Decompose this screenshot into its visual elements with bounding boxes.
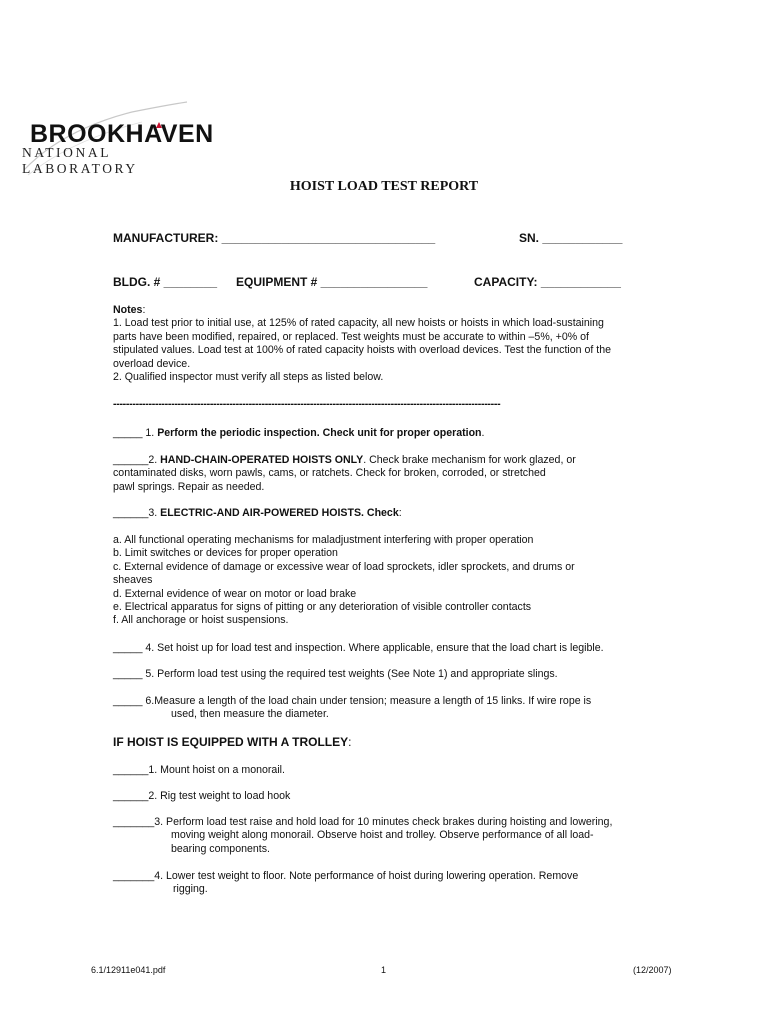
step-2-heading: HAND-CHAIN-OPERATED HOISTS ONLY — [160, 454, 364, 466]
step-4-text: _____ 4. Set hoist up for load test and inspection. Where applicable, ensure that the load chart is legible. — [113, 642, 604, 654]
trolley-step-3 — [113, 816, 653, 856]
trolley-step-4 — [113, 870, 653, 897]
trolley-step-3-text-cont: bearing components. — [171, 842, 270, 855]
trolley-step-2 — [113, 790, 653, 803]
trolley-heading-text: IF HOIST IS EQUIPPED WITH A TROLLEY — [113, 735, 349, 749]
step-5 — [113, 668, 653, 681]
footer-page-number: 1 — [381, 965, 387, 975]
trolley-step-2-text: ______2. Rig test weight to load hook — [113, 790, 291, 802]
checklist-item: c. External evidence of damage or excessive wear of load sprockets, idler sprockets, and drums or — [113, 560, 575, 573]
step-1 — [113, 427, 653, 440]
notes-line: overload device. — [113, 357, 191, 370]
logo-subtitle: NATIONAL LABORATORY — [22, 145, 138, 176]
trolley-step-1 — [113, 764, 653, 777]
brookhaven-logo — [22, 100, 222, 180]
step-3-heading: ELECTRIC-AND AIR-POWERED HOISTS. Check — [160, 507, 399, 519]
step-2-text: . Check brake mechanism for work glazed, or — [363, 454, 576, 466]
notes-line: stipulated values. Load test at 100% of rated capacity hoists with overload devices. Test the function of the — [113, 344, 612, 357]
footer-date: (12/2007) — [633, 965, 672, 975]
trolley-step-4-text: _______4. Lower test weight to floor. Note performance of hoist during lowering operation. Remove — [113, 870, 579, 882]
step-2 — [113, 454, 653, 494]
step-5-text: _____ 5. Perform load test using the required test weights (See Note 1) and appropriate slings. — [113, 668, 558, 680]
checklist-item: a. All functional operating mechanisms for maladjustment interfering with proper operation — [113, 534, 534, 546]
step-3-checklist — [113, 534, 653, 628]
step-3 — [113, 507, 653, 520]
building-field: BLDG. # ________ — [113, 275, 218, 289]
step-4 — [113, 642, 653, 655]
trolley-step-3-text: _______3. Perform load test raise and hold load for 10 minutes check brakes during hoisting and lowering, — [113, 816, 613, 828]
checklist-item: d. External evidence of wear on motor or load brake — [113, 587, 357, 600]
section-divider: ------------------------------------------------------------------------------------------------------------------------ — [113, 398, 501, 410]
step-3-end: : — [398, 507, 402, 519]
equipment-field: EQUIPMENT # ________________ — [236, 275, 428, 289]
step-1-end: . — [481, 427, 485, 439]
trolley-heading-colon: : — [348, 735, 352, 749]
step-1-blank: _____ 1. — [113, 427, 158, 439]
step-6 — [113, 695, 653, 722]
checklist-item: b. Limit switches or devices for proper operation — [113, 547, 338, 560]
step-2-blank: ______2. — [113, 454, 161, 466]
logo-wordmark: BROOKHAVEN — [30, 120, 214, 148]
report-title: HOIST LOAD TEST REPORT — [289, 179, 479, 194]
checklist-item: f. All anchorage or hoist suspensions. — [113, 614, 289, 627]
checklist-item: sheaves — [113, 574, 153, 587]
step-6-text: _____ 6.Measure a length of the load chain under tension; measure a length of 15 links. If wire rope is — [113, 695, 592, 707]
serial-number-field: SN. ____________ — [519, 231, 623, 245]
step-3-blank: ______3. — [113, 507, 161, 519]
checklist-item: e. Electrical apparatus for signs of pitting or any deterioration of visible controller contacts — [113, 601, 532, 614]
manufacturer-field: MANUFACTURER: ________________________________ — [113, 231, 436, 245]
trolley-step-3-text-cont: moving weight along monorail. Observe hoist and trolley. Observe performance of all load- — [171, 829, 594, 842]
notes-line: 1. Load test prior to initial use, at 125% of rated capacity, all new hoists or hoists in which load-sustaining — [113, 317, 604, 330]
trolley-step-4-text-cont: rigging. — [173, 883, 208, 896]
step-2-line: contaminated disks, worn pawls, cams, or ratchets. Check for broken, corroded, or stretched — [113, 467, 546, 480]
notes-section: Notes: 1. Load test prior to initial use, at 125% of rated capacity, all new hoists or hoists in which load-sustaining parts have been modified, repaired, or replaced. Test weights must be accurate to within –5%, +0% of stipulated values. Load test at 100% of rated capacity hoists with overload devices. Test the function of the overload device. 2. Qualified inspector must verify all steps as listed below. — [113, 304, 653, 384]
trolley-heading — [113, 735, 351, 749]
capacity-field: CAPACITY: ____________ — [474, 275, 621, 289]
step-1-text: Perform the periodic inspection. Check unit for proper operation — [157, 427, 482, 439]
trolley-step-1-text: ______1. Mount hoist on a monorail. — [113, 764, 285, 776]
notes-line: 2. Qualified inspector must verify all steps as listed below. — [113, 371, 384, 384]
footer-filename: 6.1/12911e041.pdf — [91, 965, 166, 975]
notes-heading: Notes — [113, 304, 143, 316]
notes-line: parts have been modified, repaired, or replaced. Test weights must be accurate to within –5%, +0% of — [113, 330, 589, 343]
step-2-line: pawl springs. Repair as needed. — [113, 480, 265, 493]
step-6-text-cont: used, then measure the diameter. — [171, 708, 329, 721]
